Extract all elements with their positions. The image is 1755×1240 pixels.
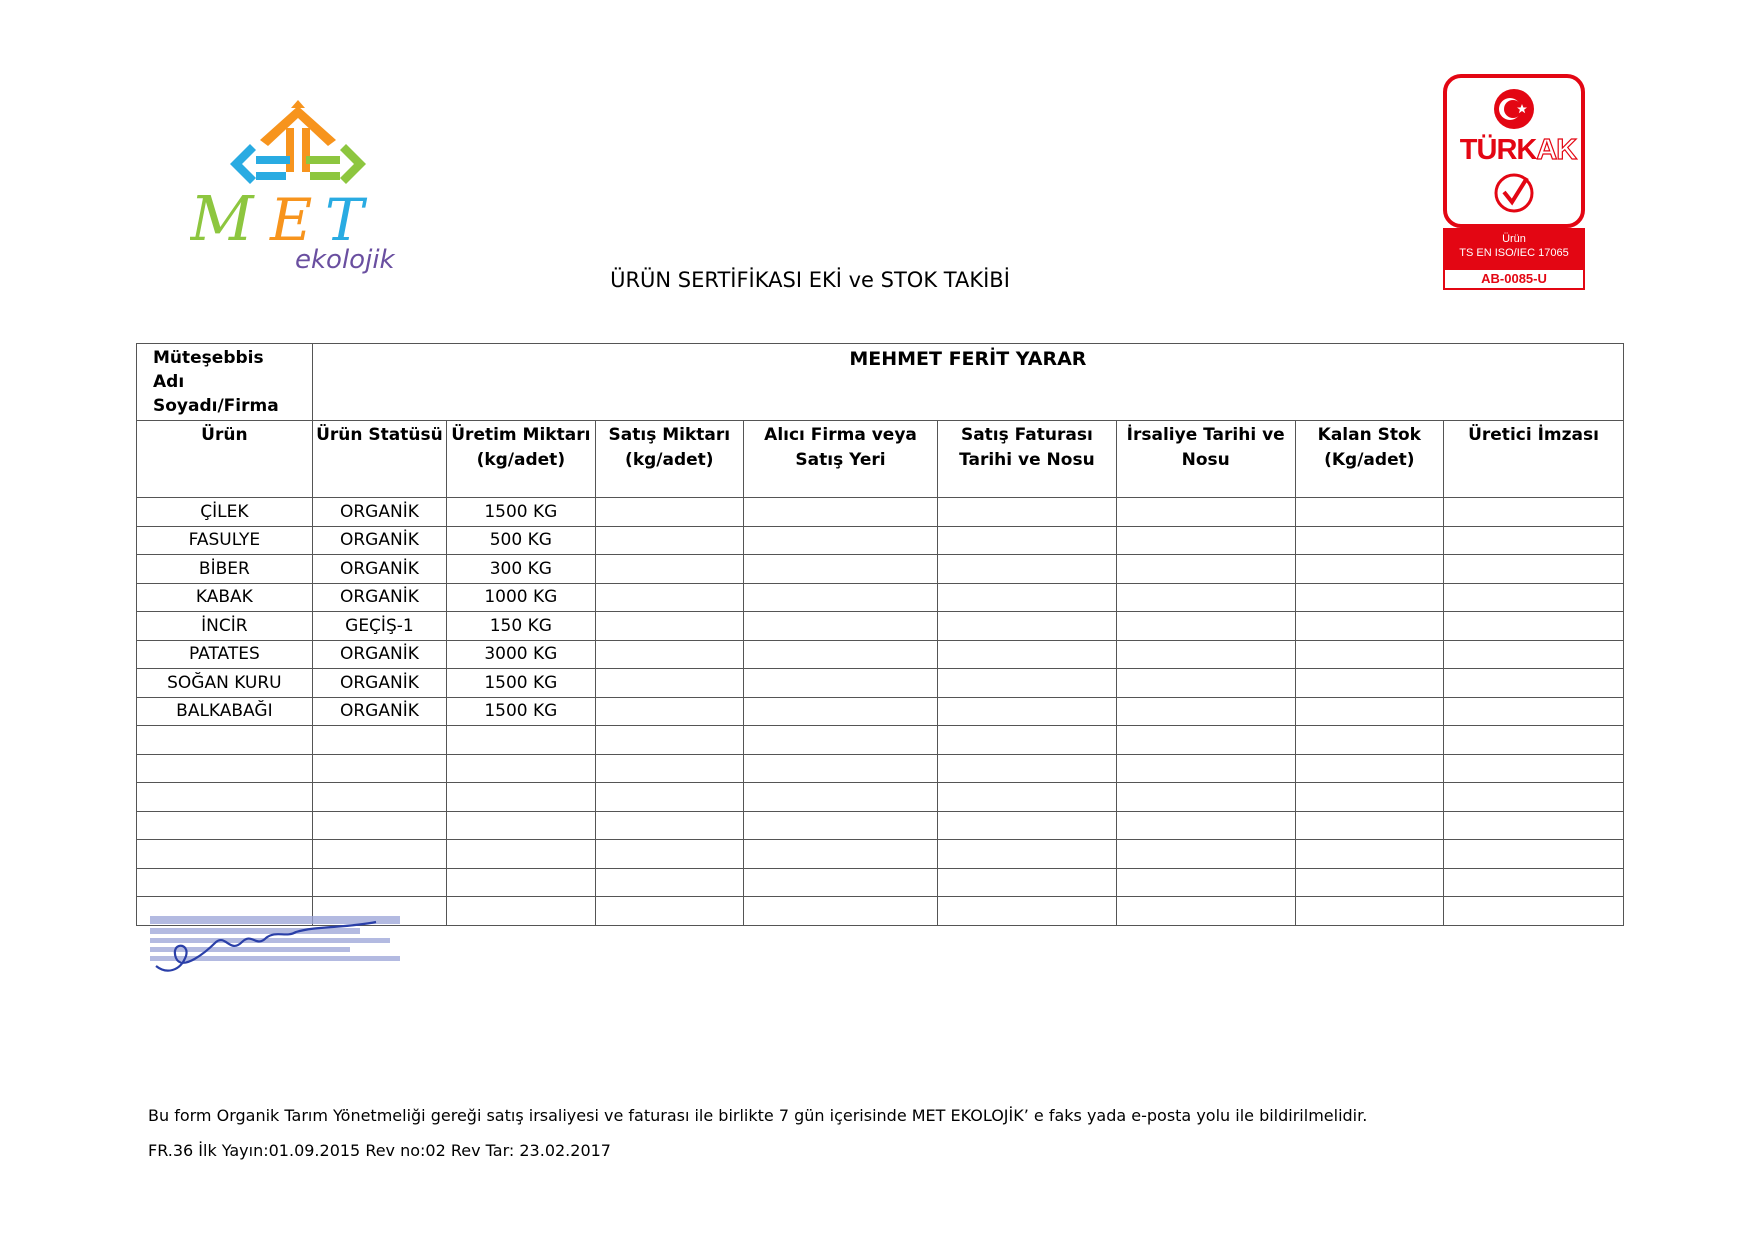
cell-remaining-stock — [1295, 868, 1443, 897]
header-row — [137, 421, 1624, 498]
cell-production-amount — [447, 811, 595, 840]
cell-waybill — [1116, 612, 1295, 641]
cell-product: FASULYE — [137, 526, 313, 555]
table-row — [137, 868, 1624, 897]
cell-production-amount: 300 KG — [447, 555, 595, 584]
cell-sales-amount — [595, 726, 743, 755]
cell-remaining-stock — [1295, 498, 1443, 527]
company-stamp-signature — [146, 912, 408, 976]
svg-text:T: T — [325, 186, 364, 254]
cell-producer-signature — [1444, 640, 1624, 669]
turkak-product-label: Ürün — [1502, 233, 1526, 245]
met-logo-graphic — [190, 100, 430, 290]
cell-production-amount — [447, 868, 595, 897]
table-row — [137, 640, 1624, 669]
turkak-standard-banner — [1443, 228, 1585, 270]
table-row — [137, 726, 1624, 755]
turkak-badge-frame — [1443, 74, 1585, 228]
cell-buyer — [744, 840, 938, 869]
cell-sales-amount — [595, 840, 743, 869]
column-header-sales-amount: Satış Miktarı (kg/adet) — [595, 421, 743, 498]
cell-product — [137, 840, 313, 869]
cell-remaining-stock — [1295, 555, 1443, 584]
cell-producer-signature — [1444, 669, 1624, 698]
cell-waybill — [1116, 897, 1295, 926]
cell-status: ORGANİK — [312, 498, 446, 527]
table-row — [137, 840, 1624, 869]
cell-invoice — [938, 811, 1117, 840]
table-row — [137, 526, 1624, 555]
cell-waybill — [1116, 640, 1295, 669]
column-header-product: Ürün — [137, 421, 313, 498]
cell-invoice — [938, 555, 1117, 584]
cell-invoice — [938, 754, 1117, 783]
cell-product: ÇİLEK — [137, 498, 313, 527]
cell-producer-signature — [1444, 840, 1624, 869]
column-header-production-amount: Üretim Miktarı (kg/adet) — [447, 421, 595, 498]
cell-waybill — [1116, 697, 1295, 726]
cell-invoice — [938, 868, 1117, 897]
met-ekolojik-logo — [190, 100, 430, 290]
cell-remaining-stock — [1295, 783, 1443, 812]
cell-product: İNCİR — [137, 612, 313, 641]
cell-status — [312, 840, 446, 869]
cell-sales-amount — [595, 555, 743, 584]
table-row — [137, 783, 1624, 812]
column-header-waybill: İrsaliye Tarihi ve Nosu — [1116, 421, 1295, 498]
cell-production-amount — [447, 754, 595, 783]
column-header-buyer: Alıcı Firma veya Satış Yeri — [744, 421, 938, 498]
cell-remaining-stock — [1295, 697, 1443, 726]
table-row — [137, 498, 1624, 527]
svg-text:M: M — [190, 182, 254, 255]
column-header-producer-signature: Üretici İmzası — [1444, 421, 1624, 498]
cell-waybill — [1116, 783, 1295, 812]
cell-production-amount — [447, 840, 595, 869]
column-header-invoice: Satış Faturası Tarihi ve Nosu — [938, 421, 1117, 498]
cell-product — [137, 754, 313, 783]
cell-buyer — [744, 783, 938, 812]
cell-remaining-stock — [1295, 840, 1443, 869]
cell-buyer — [744, 897, 938, 926]
cell-producer-signature — [1444, 526, 1624, 555]
cell-status: ORGANİK — [312, 526, 446, 555]
cell-status: ORGANİK — [312, 555, 446, 584]
table-row — [137, 669, 1624, 698]
cell-sales-amount — [595, 754, 743, 783]
cell-production-amount: 150 KG — [447, 612, 595, 641]
cell-remaining-stock — [1295, 811, 1443, 840]
cell-status: ORGANİK — [312, 697, 446, 726]
cell-production-amount: 1500 KG — [447, 697, 595, 726]
cell-product: KABAK — [137, 583, 313, 612]
cell-remaining-stock — [1295, 754, 1443, 783]
cell-product — [137, 868, 313, 897]
cell-production-amount: 1500 KG — [447, 498, 595, 527]
cell-status: ORGANİK — [312, 640, 446, 669]
footer-note: Bu form Organik Tarım Yönetmeliği gereği satış irsaliyesi ve faturası ile birlikte 7 gün içerisinde MET EKOLOJİK’ e faks yada e-posta yolu ile bildirilmelidir. — [148, 1106, 1368, 1125]
cell-producer-signature — [1444, 726, 1624, 755]
cell-buyer — [744, 811, 938, 840]
svg-text:ekolojik: ekolojik — [295, 245, 395, 275]
cell-remaining-stock — [1295, 526, 1443, 555]
cell-producer-signature — [1444, 868, 1624, 897]
cell-sales-amount — [595, 897, 743, 926]
table-row — [137, 555, 1624, 584]
cell-buyer — [744, 612, 938, 641]
cell-buyer — [744, 526, 938, 555]
cell-buyer — [744, 640, 938, 669]
form-revision-info: FR.36 İlk Yayın:01.09.2015 Rev no:02 Rev Tar: 23.02.2017 — [148, 1141, 611, 1160]
cell-status: ORGANİK — [312, 583, 446, 612]
cell-producer-signature — [1444, 612, 1624, 641]
cell-invoice — [938, 697, 1117, 726]
cell-waybill — [1116, 498, 1295, 527]
table-row — [137, 583, 1624, 612]
cell-invoice — [938, 612, 1117, 641]
cell-production-amount: 1500 KG — [447, 669, 595, 698]
cell-invoice — [938, 897, 1117, 926]
turkak-wordmark: TÜRKAK — [1459, 134, 1577, 166]
cell-waybill — [1116, 526, 1295, 555]
cell-producer-signature — [1444, 583, 1624, 612]
table-row — [137, 697, 1624, 726]
cell-remaining-stock — [1295, 583, 1443, 612]
owner-row — [137, 344, 1624, 421]
cell-remaining-stock — [1295, 612, 1443, 641]
cell-buyer — [744, 726, 938, 755]
cell-production-amount — [447, 726, 595, 755]
cell-product: PATATES — [137, 640, 313, 669]
cell-producer-signature — [1444, 811, 1624, 840]
cell-sales-amount — [595, 697, 743, 726]
cell-production-amount: 1000 KG — [447, 583, 595, 612]
cell-buyer — [744, 868, 938, 897]
cell-sales-amount — [595, 640, 743, 669]
cell-buyer — [744, 498, 938, 527]
cell-waybill — [1116, 754, 1295, 783]
cell-producer-signature — [1444, 697, 1624, 726]
cell-invoice — [938, 783, 1117, 812]
cell-status — [312, 811, 446, 840]
cell-product: BİBER — [137, 555, 313, 584]
cell-waybill — [1116, 840, 1295, 869]
column-header-status: Ürün Statüsü — [312, 421, 446, 498]
cell-invoice — [938, 669, 1117, 698]
cell-sales-amount — [595, 783, 743, 812]
cell-invoice — [938, 840, 1117, 869]
cell-invoice — [938, 583, 1117, 612]
cell-invoice — [938, 498, 1117, 527]
cell-waybill — [1116, 583, 1295, 612]
cell-sales-amount — [595, 868, 743, 897]
cell-sales-amount — [595, 498, 743, 527]
turkak-accreditation-badge — [1443, 74, 1583, 292]
cell-product — [137, 783, 313, 812]
cell-sales-amount — [595, 669, 743, 698]
cell-waybill — [1116, 669, 1295, 698]
cell-producer-signature — [1444, 754, 1624, 783]
cell-waybill — [1116, 555, 1295, 584]
stamp-graphic — [146, 912, 408, 976]
cell-product — [137, 811, 313, 840]
cell-status — [312, 726, 446, 755]
cell-remaining-stock — [1295, 726, 1443, 755]
cell-producer-signature — [1444, 555, 1624, 584]
cell-product — [137, 726, 313, 755]
cell-invoice — [938, 726, 1117, 755]
cell-status — [312, 754, 446, 783]
certificate-stock-table — [136, 343, 1624, 926]
turkish-flag-icon — [1491, 86, 1537, 132]
cell-buyer — [744, 697, 938, 726]
cell-status: ORGANİK — [312, 669, 446, 698]
owner-label: Müteşebbis Adı Soyadı/Firma — [137, 344, 313, 421]
cell-remaining-stock — [1295, 669, 1443, 698]
cell-waybill — [1116, 868, 1295, 897]
cell-sales-amount — [595, 526, 743, 555]
cell-product: BALKABAĞI — [137, 697, 313, 726]
cell-remaining-stock — [1295, 897, 1443, 926]
cell-waybill — [1116, 811, 1295, 840]
cell-production-amount: 500 KG — [447, 526, 595, 555]
cell-buyer — [744, 754, 938, 783]
cell-production-amount — [447, 897, 595, 926]
cell-status — [312, 783, 446, 812]
owner-name: MEHMET FERİT YARAR — [312, 344, 1623, 421]
cell-buyer — [744, 583, 938, 612]
cell-production-amount — [447, 783, 595, 812]
column-header-remaining-stock: Kalan Stok (Kg/adet) — [1295, 421, 1443, 498]
cell-production-amount: 3000 KG — [447, 640, 595, 669]
cell-buyer — [744, 669, 938, 698]
turkak-standard-label: TS EN ISO/IEC 17065 — [1459, 247, 1569, 259]
cell-sales-amount — [595, 583, 743, 612]
svg-text:E: E — [270, 186, 313, 254]
turkak-accreditation-code: AB-0085-U — [1443, 270, 1585, 290]
document-title: ÜRÜN SERTİFİKASI EKİ ve STOK TAKİBİ — [610, 268, 1010, 292]
cell-status — [312, 868, 446, 897]
cell-remaining-stock — [1295, 640, 1443, 669]
table-row — [137, 754, 1624, 783]
cell-sales-amount — [595, 612, 743, 641]
cell-buyer — [744, 555, 938, 584]
cell-waybill — [1116, 726, 1295, 755]
cell-invoice — [938, 526, 1117, 555]
cell-producer-signature — [1444, 498, 1624, 527]
cell-product: SOĞAN KURU — [137, 669, 313, 698]
table-row — [137, 612, 1624, 641]
cell-producer-signature — [1444, 783, 1624, 812]
table-row — [137, 811, 1624, 840]
cell-invoice — [938, 640, 1117, 669]
cell-sales-amount — [595, 811, 743, 840]
checkmark-icon — [1493, 172, 1535, 214]
cell-producer-signature — [1444, 897, 1624, 926]
cell-status: GEÇİŞ-1 — [312, 612, 446, 641]
